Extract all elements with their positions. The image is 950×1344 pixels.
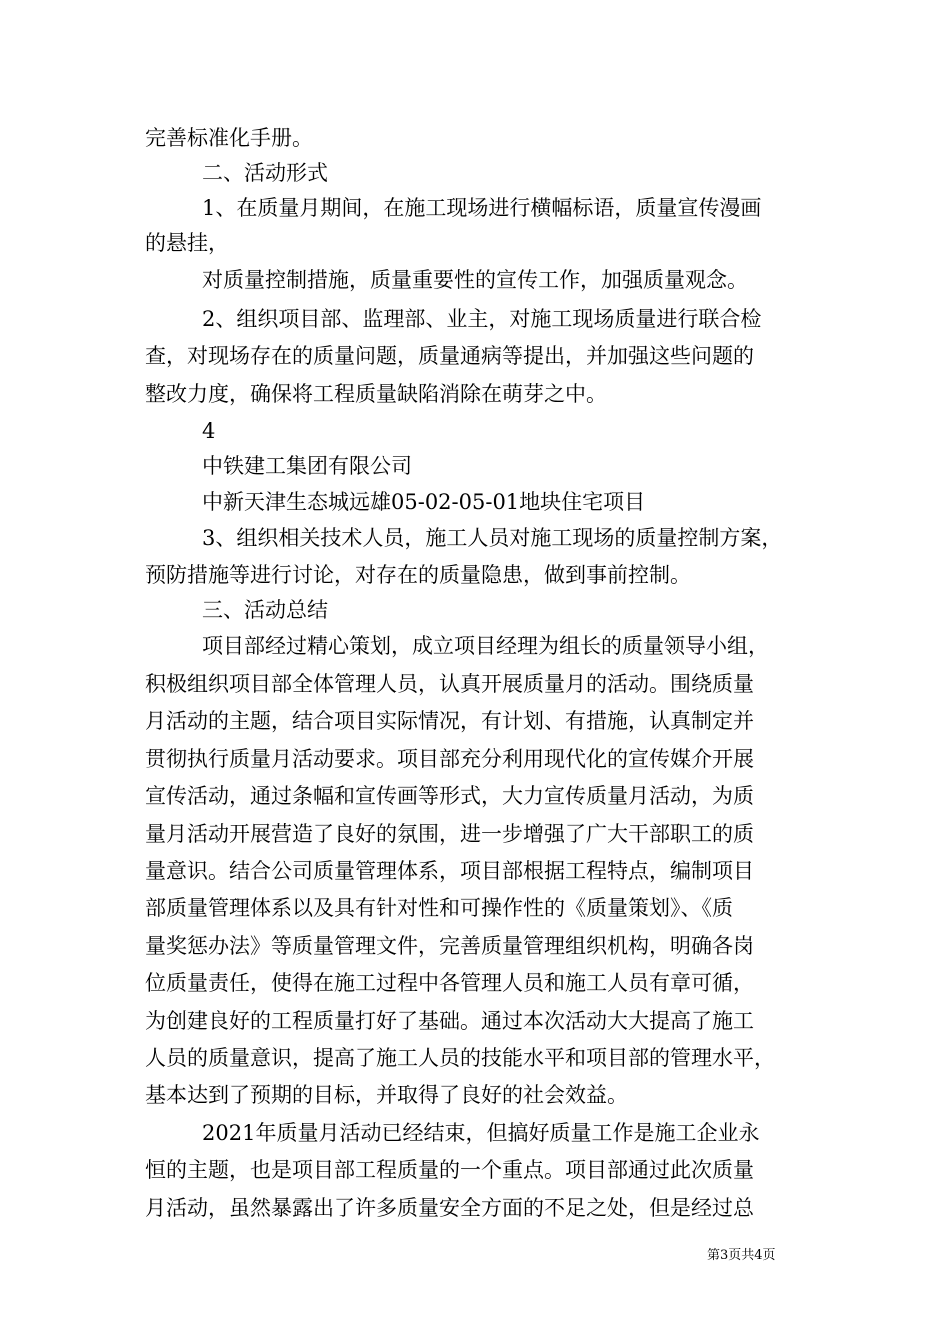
text-line: 完善标准化手册。 [145, 126, 313, 150]
text-line: 月活动的主题，结合项目实际情况，有计划、有措施，认真制定并 [145, 709, 754, 733]
text-line: 基本达到了预期的目标，并取得了良好的社会效益。 [145, 1083, 628, 1107]
text-line: 贯彻执行质量月活动要求。项目部充分利用现代化的宣传媒介开展 [145, 747, 754, 771]
text-line: 恒的主题，也是项目部工程质量的一个重点。项目部通过此次质量 [145, 1158, 754, 1182]
text-line: 3、组织相关技术人员，施工人员对施工现场的质量控制方案， [202, 526, 783, 550]
text-line: 量奖惩办法》等质量管理文件，完善质量管理组织机构，明确各岗 [145, 934, 754, 958]
text-line: 1、在质量月期间，在施工现场进行横幅标语，质量宣传漫画 [202, 196, 762, 220]
text-line: 项目部经过精心策划，成立项目经理为组长的质量领导小组， [202, 634, 769, 658]
company-name: 中铁建工集团有限公司 [202, 454, 412, 478]
text-line: 查，对现场存在的质量问题，质量通病等提出，并加强这些问题的 [145, 344, 754, 368]
text-line: 预防措施等进行讨论，对存在的质量隐患，做到事前控制。 [145, 563, 691, 587]
text-line: 积极组织项目部全体管理人员，认真开展质量月的活动。围绕质量 [145, 672, 754, 696]
page-number-marker: 4 [202, 419, 216, 443]
text-line: 整改力度，确保将工程质量缺陷消除在萌芽之中。 [145, 382, 607, 406]
project-name: 中新天津生态城远雄05-02-05-01地块住宅项目 [202, 490, 646, 514]
text-line: 宣传活动，通过条幅和宣传画等形式，大力宣传质量月活动，为质 [145, 784, 754, 808]
text-line: 位质量责任，使得在施工过程中各管理人员和施工人员有章可循， [145, 971, 754, 995]
text-line: 人员的质量意识，提高了施工人员的技能水平和项目部的管理水平， [145, 1046, 775, 1070]
text-line: 为创建良好的工程质量打好了基础。通过本次活动大大提高了施工 [145, 1009, 754, 1033]
text-line: 量意识。结合公司质量管理体系，项目部根据工程特点，编制项目 [145, 859, 754, 883]
text-line: 2021年质量月活动已经结束，但搞好质量工作是施工企业永 [202, 1121, 760, 1145]
text-line: 2、组织项目部、监理部、业主，对施工现场质量进行联合检 [202, 307, 762, 331]
text-line: 部质量管理体系以及具有针对性和可操作性的《质量策划》、《质 [145, 896, 733, 920]
page-footer: 第3页共4页 [707, 1248, 776, 1263]
section-heading: 二、活动形式 [202, 161, 328, 185]
section-heading: 三、活动总结 [202, 598, 328, 622]
text-line: 月活动，虽然暴露出了许多质量安全方面的不足之处，但是经过总 [145, 1196, 754, 1220]
text-line: 量月活动开展营造了良好的氛围，进一步增强了广大干部职工的质 [145, 822, 754, 846]
text-line: 的悬挂， [145, 231, 229, 255]
text-line: 对质量控制措施，质量重要性的宣传工作，加强质量观念。 [202, 268, 748, 292]
